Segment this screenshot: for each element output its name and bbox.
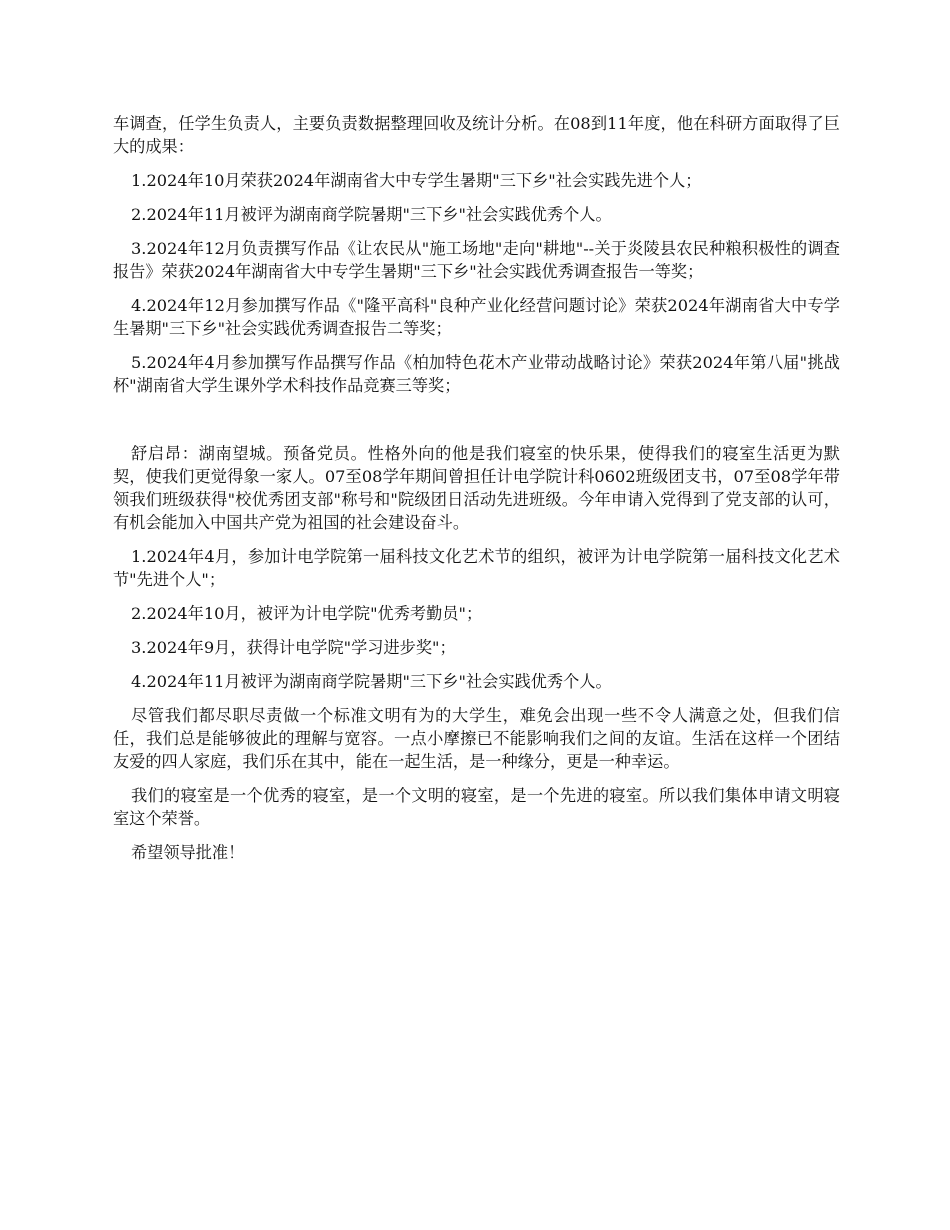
closing-paragraph-1: 尽管我们都尽职尽责做一个标准文明有为的大学生，难免会出现一些不令人满意之处，但我们信任，我们总是能够彼此的理解与宽容。一点小摩擦已不能影响我们之间的友谊。生活在这样一个团结友爱的四人家庭，我们乐在其中，能在一起生活，是一种缘分，更是一种幸运。 [113, 706, 840, 771]
section1-item-5: 5.2024年4月参加撰写作品撰写作品《柏加特色花木产业带动战略讨论》荣获2024年第八届"挑战杯"湖南省大学生课外学术科技作品竞赛三等奖； [113, 353, 840, 395]
section2-intro: 舒启昂：湖南望城。预备党员。性格外向的他是我们寝室的快乐果，使得我们的寝室生活更为默契，使我们更觉得象一家人。07至08学年期间曾担任计电学院计科0602班级团支书，07至08学年带领我们班级获得"校优秀团支部"称号和"院级团日活动先进班级。今年申请入党得到了党支部的认可，有机会能加入中国共产党为祖国的社会建设奋斗。 [113, 444, 840, 532]
closing-paragraph-2: 我们的寝室是一个优秀的寝室，是一个文明的寝室，是一个先进的寝室。所以我们集体申请文明寝室这个荣誉。 [113, 786, 840, 828]
section1-intro: 车调查，任学生负责人，主要负责数据整理回收及统计分析。在08到11年度，他在科研方面取得了巨大的成果： [113, 114, 840, 156]
section2-item-1: 1.2024年4月，参加计电学院第一届科技文化艺术节的组织，被评为计电学院第一届科技文化艺术节"先进个人"； [113, 547, 840, 589]
section1-item-4: 4.2024年12月参加撰写作品《"隆平高科"良种产业化经营问题讨论》荣获2024年湖南省大中专学生暑期"三下乡"社会实践优秀调查报告二等奖； [113, 296, 840, 338]
section2-item-2: 2.2024年10月，被评为计电学院"优秀考勤员"； [131, 604, 483, 623]
section1-item-2: 2.2024年11月被评为湖南商学院暑期"三下乡"社会实践优秀个人。 [131, 205, 612, 224]
section1-item-1: 1.2024年10月荣获2024年湖南省大中专学生暑期"三下乡"社会实践先进个人； [131, 171, 702, 190]
closing-paragraph-3: 希望领导批准！ [131, 843, 245, 862]
section2-item-3: 3.2024年9月，获得计电学院"学习进步奖"； [131, 638, 456, 657]
document-body [113, 112, 840, 875]
section1-item-3: 3.2024年12月负责撰写作品《让农民从"施工场地"走向"耕地"--关于炎陵县农民种粮积极性的调查报告》荣获2024年湖南省大中专学生暑期"三下乡"社会实践优秀调查报告一等奖； [113, 239, 840, 281]
section2-item-4: 4.2024年11月被评为湖南商学院暑期"三下乡"社会实践优秀个人。 [131, 672, 612, 691]
section-gap [113, 408, 840, 442]
